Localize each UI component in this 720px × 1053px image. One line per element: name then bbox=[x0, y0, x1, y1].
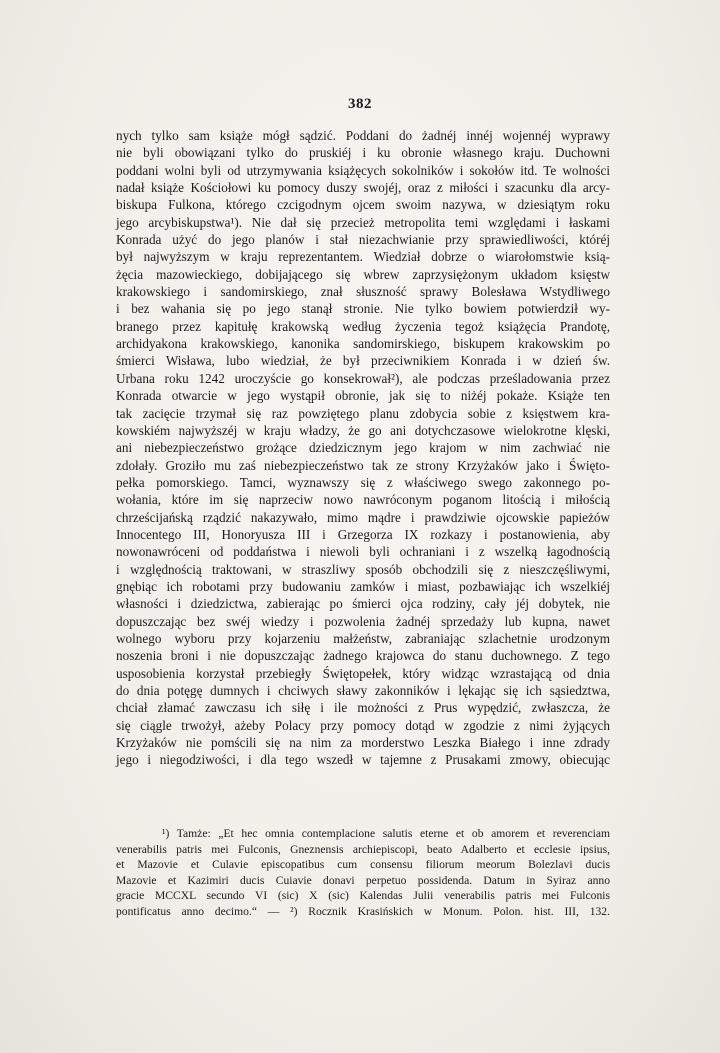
footnote-line: et Mazovie et Culavie episcopatibus cum consensu filiorum meorum Bolezlavi ducis bbox=[116, 858, 610, 872]
text-line: do dnia potęgę dumnych i chciwych sławy zakonników i lękając się ich sąsiedztwa, bbox=[116, 683, 610, 698]
text-line: archidyakona krakowskiego, kanonika sandomirskiego, biskupem krakowskim po bbox=[116, 336, 610, 352]
text-line: zdołały. Groziło mu zaś niebezpieczeństwo tak ze strony Krzyżaków jako i Święto- bbox=[116, 457, 610, 473]
text-line: noszenia broni i nie dopuszczając żadnego krajowca do stanu duchownego. Z tego bbox=[116, 648, 610, 664]
text-line: i względnością traktowani, w straszliwy sposób obchodzili się z nieszczęśliwymi, bbox=[116, 561, 610, 577]
footnote-line: ¹) Tamże: „Et hec omnia contemplacione salutis eterne et ob amorem et reverenciam bbox=[162, 827, 610, 840]
text-line: biskupa Fulkona, którego czcigodnym ojcem swoim nazywa, w dziesiątym roku bbox=[116, 197, 610, 213]
text-line: wolnego wyboru przy kojarzeniu małżeństw, zabraniając szlachetnie urodzonym bbox=[116, 630, 610, 646]
text-line: chciał złamać zawczasu ich siłę i ile możności z Prus wypędzić, zwłaszcza, że bbox=[116, 700, 610, 716]
text-line: nadał książe Kościołowi ku pomocy duszy swojéj, oraz z miłości i szacunku dla arcy- bbox=[116, 180, 610, 196]
text-line: tak zacięcie trzymał się raz powziętego planu zdobycia sobie z księstwem kra- bbox=[116, 405, 610, 421]
text-line: śmierci Wisława, lubo wiedział, że był przeciwnikiem Konrada i w dzień św. bbox=[116, 353, 610, 369]
text-line: nowonawróceni od poddaństwa i niewoli byli ochraniani i z wszelką łagodnością bbox=[116, 544, 610, 560]
text-line: pełka pomorskiego. Tamci, wyznawszy się z właściwego swego zakonnego po- bbox=[116, 474, 610, 490]
text-line: Krzyżaków nie pomścili się na nim za morderstwo Leszka Białego i inne zdrady bbox=[116, 735, 610, 751]
footnotes bbox=[116, 826, 610, 920]
text-line: krakowskiego i sandomirskiego, znał słuszność sprawy Bolesława Wstydliwego bbox=[116, 284, 610, 300]
text-line: wołania, które im się naprzeciw nowo nawróconym poganom litością i miłością bbox=[116, 492, 610, 508]
text-line: kowskiém najwyższéj w kraju władzy, że go ani dotychczasowe wielokrotne klęski, bbox=[116, 422, 610, 438]
footnote-line: gracie MCCXL secundo VI (sic) X (sic) Kalendas Julii venerabilis patris mei Fulconis bbox=[116, 889, 610, 903]
text-line: i bez wahania się po jego stanął stronie. Nie tylko bowiem potwierdził wy- bbox=[116, 301, 610, 317]
text-line: chrześcijańską rządzić nakazywało, mimo mądre i prawdziwie ojcowskie papieżów bbox=[116, 509, 610, 525]
text-line: jego i niegodziwości, i dla tego wszedł w tajemne z Prusakami zmowy, obiecując bbox=[116, 752, 610, 768]
text-line: branego przez kapitułę krakowską według życzenia tegoż książęcia Prandotę, bbox=[116, 318, 610, 334]
text-line: był najwyższym w kraju reprezentantem. Wiedział dobrze o wiarołomstwie ksią- bbox=[116, 249, 610, 265]
footnote-line: pontificatus anno decimo.“ — ²) Rocznik Krasińskich w Monum. Polon. hist. III, 132. bbox=[116, 904, 610, 918]
text-line: nie byli obowiązani tylko do pruskiéj i ku obronie własnego kraju. Duchowni bbox=[116, 145, 610, 161]
text-line: nych tylko sam książe mógł sądzić. Poddani do żadnéj innéj wojennéj wyprawy bbox=[116, 128, 610, 143]
main-text bbox=[116, 127, 610, 769]
text-line: gnębiąc ich robotami przy budowaniu zamków i miast, pozbawiając ich wszelkiéj bbox=[116, 578, 610, 594]
text-line: własności i dziedzictwa, zabierając po śmierci ojca rodziny, cały jéj dobytek, nie bbox=[116, 596, 610, 612]
page-number: 382 bbox=[348, 96, 372, 112]
text-line: żęcia mazowieckiego, dobijającego się wbrew zaprzysiężonym układom księstw bbox=[116, 266, 610, 282]
text-line: się ciągle trwożył, ażeby Polacy przy pomocy dotąd w zgodzie z nimi żyjących bbox=[116, 717, 610, 733]
footnote-line: Mazovie et Kazimiri ducis Cuiavie donavi perpetuo possidenda. Datum in Syiraz anno bbox=[116, 873, 610, 887]
text-line: Innocentego III, Honoryusza III i Grzegorza IX rozkazy i postanowienia, aby bbox=[116, 526, 610, 542]
text-line: jego arcybiskupstwa¹). Nie dał się przecież metropolita temi względami i łaskami bbox=[116, 214, 610, 230]
footnote-line: venerabilis patris mei Fulconis, Gneznensis archiepiscopi, beato Adalberto et ecclesie ipsius, bbox=[116, 842, 610, 856]
footnote-divider bbox=[116, 808, 610, 809]
text-line: ani niebezpieczeństwo grożące dziedzicznym jego krajom w nim zachwiać nie bbox=[116, 440, 610, 456]
text-line: poddani wolni byli od utrzymywania książęcych sokolników i sokołów itd. Te wolności bbox=[116, 162, 610, 178]
text-line: dopuszczając bez swéj wiedzy i pozwolenia żadnéj sprzedaży lub kupna, nawet bbox=[116, 613, 610, 629]
text-line: Urbana roku 1242 uroczyście go konsekrował²), ale podczas prześladowania przez bbox=[116, 370, 610, 386]
text-line: Konrada otwarcie w jego wystąpił obronie, jak się to niżéj pokaże. Książe ten bbox=[116, 388, 610, 404]
text-line: usposobienia korzystał przebiegły Świętopełek, który widząc wzrastającą od dnia bbox=[116, 665, 610, 681]
text-line: Konrada użyć do jego planów i stał niezachwianie przy sprawiedliwości, któréj bbox=[116, 232, 610, 248]
